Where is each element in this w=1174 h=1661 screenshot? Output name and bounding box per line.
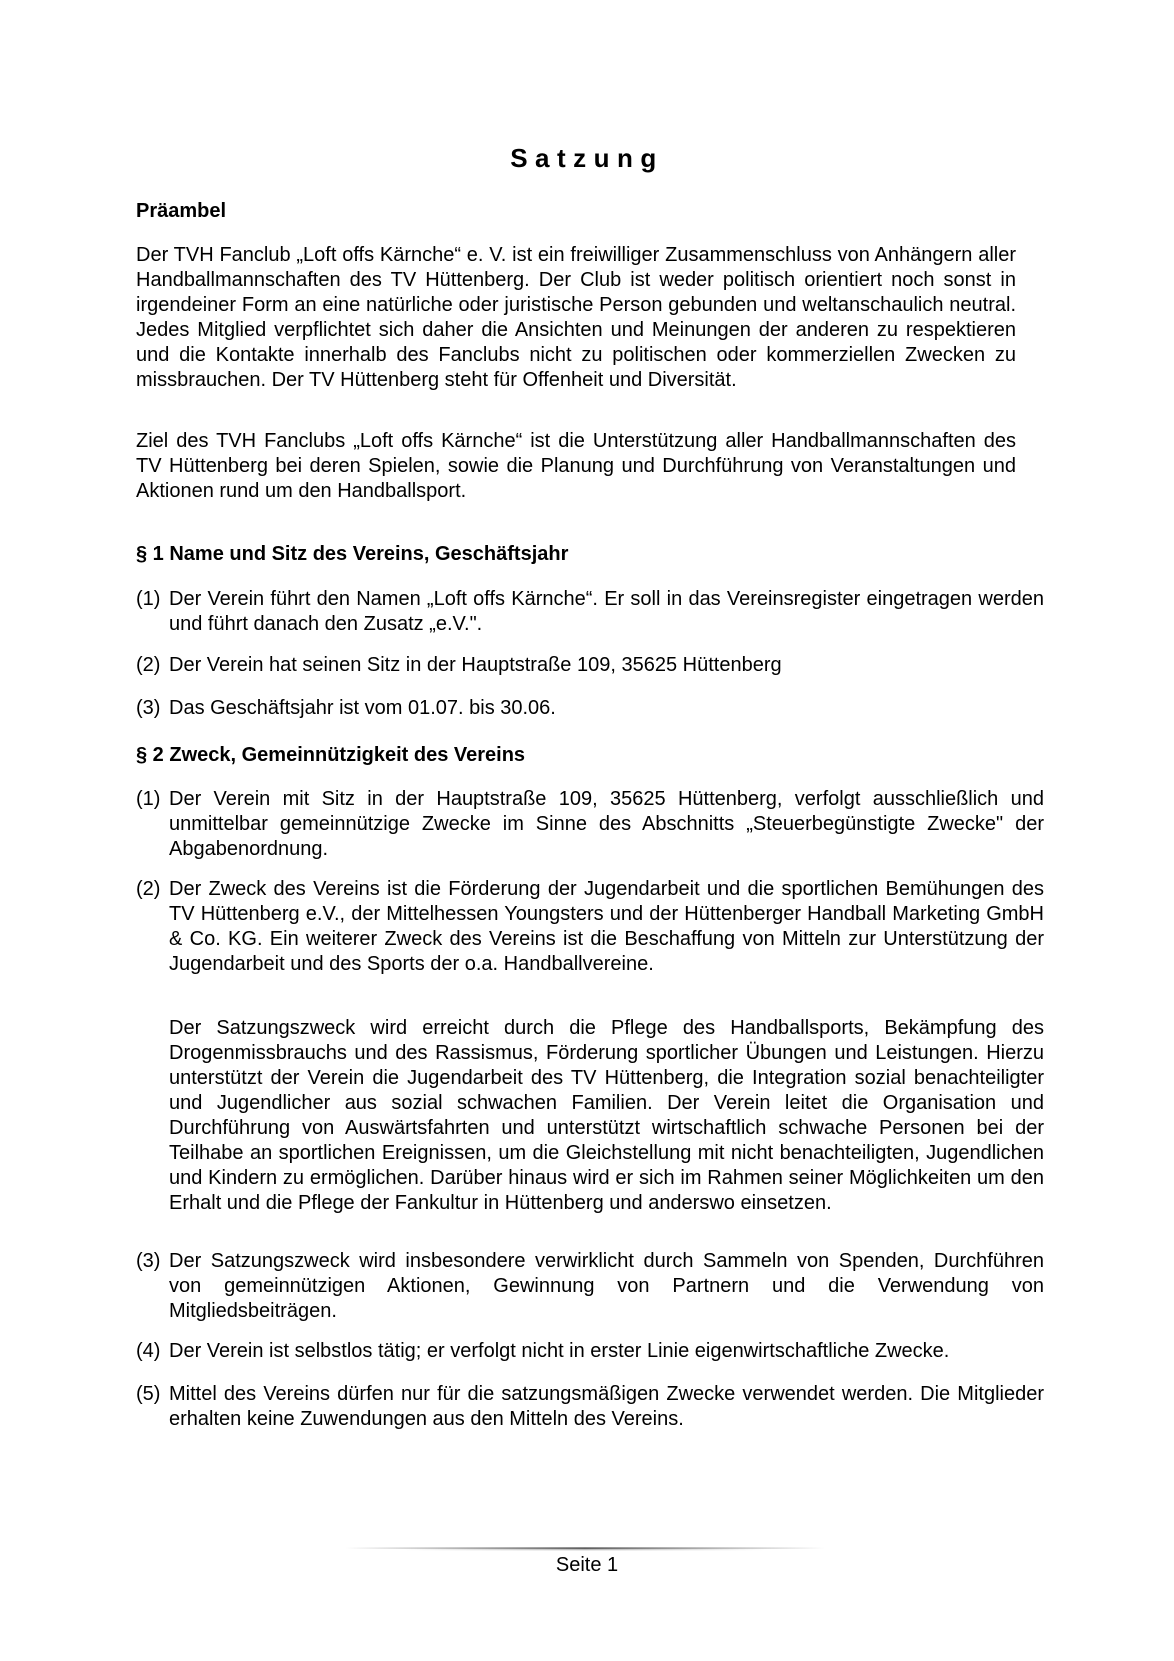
item-number: (5) (136, 1383, 161, 1405)
section2-item-3 (136, 1249, 1044, 1324)
section1-item-1 (136, 587, 1044, 637)
item-text: Das Geschäftsjahr ist vom 01.07. bis 30.06. (169, 697, 556, 719)
item-text: Der Verein führt den Namen „Loft offs Kärnche“. Er soll in das Vereinsregister eingetragen werden und führt danach den Zusatz „e.V.". (169, 588, 1044, 635)
preamble-paragraph-2: Ziel des TVH Fanclubs „Loft offs Kärnche“ ist die Unterstützung aller Handballmannschaften des TV Hüttenberg bei deren Spielen, sowie die Planung und Durchführung von Veranstaltungen und Aktionen rund um den Handballsport. (136, 430, 1016, 502)
item-number: (1) (136, 788, 161, 810)
section1-heading: § 1 Name und Sitz des Vereins, Geschäftsjahr (136, 543, 569, 565)
section1-item-2 (136, 653, 1044, 678)
item-text: Der Verein hat seinen Sitz in der Hauptstraße 109, 35625 Hüttenberg (169, 654, 782, 676)
preamble-heading: Präambel (136, 200, 227, 222)
item-number: (2) (136, 654, 161, 676)
item-text: Der Verein mit Sitz in der Hauptstraße 109, 35625 Hüttenberg, verfolgt ausschließlich und unmittelbar gemeinnützige Zwecke im Sinne des Abschnitts „Steuerbegünstigte Zwecke" der Abgabenordnung. (169, 788, 1044, 860)
section2-item-4 (136, 1339, 1044, 1364)
page-number: Seite 1 (555, 1554, 619, 1576)
section2-item-5 (136, 1382, 1044, 1432)
item-number: (1) (136, 588, 161, 610)
section2-item-2 (136, 877, 1044, 977)
item-text: Der Zweck des Vereins ist die Förderung der Jugendarbeit und die sportlichen Bemühungen des TV Hüttenberg e.V., der Mittelhessen Youngsters und der Hüttenberger Handball Marketing GmbH & Co. KG. Ein weiterer Zweck des Vereins ist die Beschaffung von Mitteln zur Unterstützung der Jugendarbeit und des Sports der o.a. Handballvereine. (169, 878, 1044, 975)
section2-item-1 (136, 787, 1044, 862)
item-number: (3) (136, 1250, 161, 1272)
item-number: (3) (136, 697, 161, 719)
item-text: Der Satzungszweck wird insbesondere verwirklicht durch Sammeln von Spenden, Durchführen von gemeinnützigen Aktionen, Gewinnung von Partnern und die Verwendung von Mitgliedsbeiträgen. (169, 1250, 1044, 1322)
item-number: (2) (136, 878, 161, 900)
item-number: (4) (136, 1340, 161, 1362)
section2-item-2-continuation: Der Satzungszweck wird erreicht durch die Pflege des Handballsports, Bekämpfung des Drogenmissbrauchs und des Rassismus, Förderung sportlicher Übungen und Leistungen. Hierzu unterstützt der Verein die Jugendarbeit des TV Hüttenberg, die Integration sozial benachteiligter und Jugendlicher aus sozial schwachen Familien. Der Verein leitet die Organisation und Durchführung von Auswärtsfahrten und unterstützt wirtschaftlich schwache Personen bei der Teilhabe an sportlichen Ereignissen, um die Gleichstellung mit nicht benachteiligten, Jugendlichen und Kindern zu ermöglichen. Darüber hinaus wird er sich im Rahmen seiner Möglichkeiten um den Erhalt und die Pflege der Fankultur in Hüttenberg und anderswo einsetzen. (169, 1017, 1044, 1214)
item-text: Der Verein ist selbstlos tätig; er verfolgt nicht in erster Linie eigenwirtschaftliche Zwecke. (169, 1340, 950, 1362)
item-text: Mittel des Vereins dürfen nur für die satzungsmäßigen Zwecke verwendet werden. Die Mitglieder erhalten keine Zuwendungen aus den Mitteln des Vereins. (169, 1383, 1044, 1430)
footer-divider (345, 1547, 825, 1551)
section1-item-3 (136, 696, 1044, 721)
document-title: Satzung (510, 143, 664, 173)
preamble-paragraph-1: Der TVH Fanclub „Loft offs Kärnche“ e. V. ist ein freiwilliger Zusammenschluss von Anhängern aller Handballmannschaften des TV Hüttenberg. Der Club ist weder politisch orientiert noch sonst in irgendeiner Form an eine natürliche oder juristische Person gebunden und weltanschaulich neutral. Jedes Mitglied verpflichtet sich daher die Ansichten und Meinungen der anderen zu respektieren und die Kontakte innerhalb des Fanclubs nicht zu politischen oder kommerziellen Zwecken zu missbrauchen. Der TV Hüttenberg steht für Offenheit und Diversität. (136, 244, 1016, 391)
section2-heading: § 2 Zweck, Gemeinnützigkeit des Vereins (136, 744, 526, 766)
